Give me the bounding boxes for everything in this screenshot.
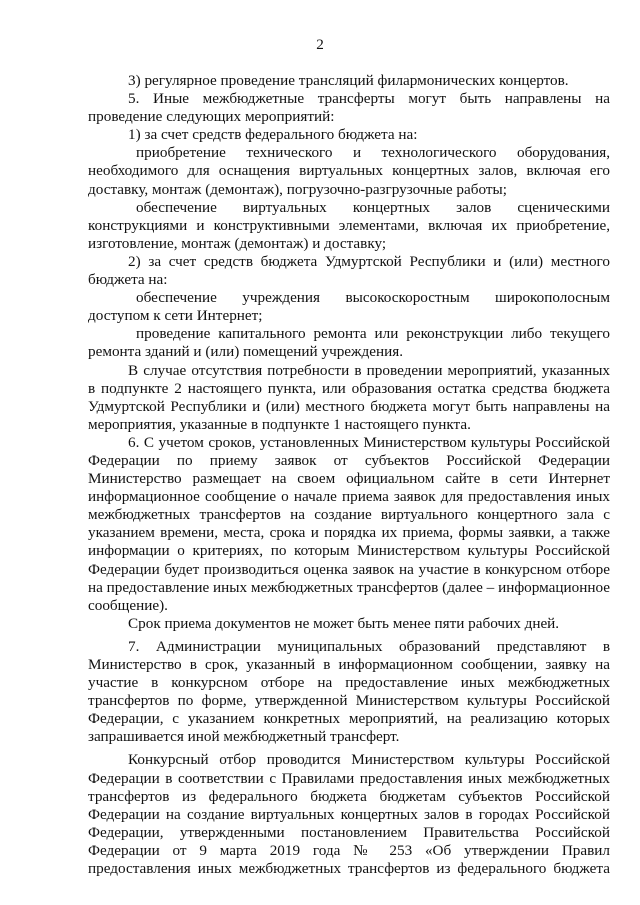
paragraph-section-5: 5. Иные межбюджетные трансферты могут быть направлены на проведение следующих мероприятий: [88,90,610,126]
page-number: 2 [316,36,324,53]
paragraph-stage-constructions: обеспечение виртуальных концертных залов сценическими конструкциями и конструктивными элементами, включая их приобретение, изготовление, монтаж (демонтаж) и доставку; [88,198,610,252]
paragraph-subitem-1: 1) за счет средств федерального бюджета на: [128,126,418,144]
paragraph-internet-access: обеспечение учреждения высокоскоростным широкополосным доступом к сети Интернет; [88,289,610,325]
paragraph-competition: Конкурсный отбор проводится Министерством культуры Российской Федерации в соответствии с Правилами предоставления иных межбюджетных трансфертов из федерального бюджета бюджетам субъектов Российской Федерации на создание виртуальных концертных залов в городах Российской Федерации, утвержденными постановлением Правительства Российской Федерации от 9 марта 2019 года № 253 «Об утверждении Правил предоставления иных межбюджетных трансфертов из федерального бюджета [88,751,610,878]
paragraph-item-3: 3) регулярное проведение трансляций филармонических концертов. [128,72,569,89]
paragraph-repair: проведение капитального ремонта или реконструкции либо текущего ремонта зданий и (или) помещений учреждения. [88,325,610,361]
paragraph-deadline: Срок приема документов не может быть менее пяти рабочих дней. [128,614,560,632]
document-body [88,72,610,878]
paragraph-budget-remainder: В случае отсутствия потребности в проведении мероприятий, указанных в подпункте 2 настоящего пункта, или образования остатка средства бюджета Удмуртской Республики и (или) местного бюджета могут быть направлены на мероприятия, указанные в подпункте 1 настоящего пункта. [88,361,610,433]
paragraph-equipment: приобретение технического и технологического оборудования, необходимого для оснащения виртуальных концертных залов, включая его доставку, монтаж (демонтаж), погрузочно-разгрузочные работы; [88,144,610,198]
paragraph-section-7: 7. Администрации муниципальных образований представляют в Министерство в срок, указанный в информационном сообщении, заявку на участие в конкурсном отборе на предоставление иных межбюджетных трансфертов по форме, утвержденной Министерством культуры Российской Федерации, с указанием конкретных мероприятий, на реализацию которых запрашивается иной межбюджетный трансферт. [88,637,610,746]
paragraph-section-6: 6. С учетом сроков, установленных Министерством культуры Российской Федерации по приему заявок от субъектов Российской Федерации Министерство размещает на своем официальном сайте в сети Интернет информационное сообщение о начале приема заявок для предоставления иных межбюджетных трансфертов на создание виртуального концертного зала с указанием времени, места, срока и порядка их приема, формы заявки, а также информации о критериях, по которым Министерством культуры Российской Федерации будет производиться оценка заявок на участие в конкурсном отборе на предоставление иных межбюджетных трансфертов (далее – информационное сообщение). [88,433,610,614]
paragraph-subitem-2: 2) за счет средств бюджета Удмуртской Республики и (или) местного бюджета на: [88,252,610,289]
